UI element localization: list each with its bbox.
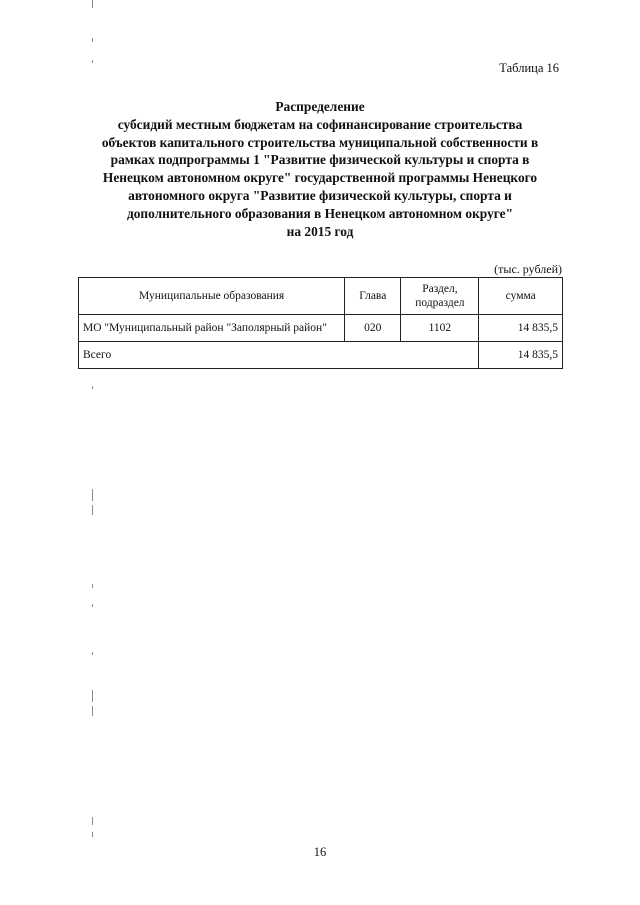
- page-number: 16: [313, 845, 327, 859]
- total-sum: 14 835,5: [479, 342, 563, 369]
- header-chapter: Глава: [345, 278, 401, 315]
- total-label: Всего: [79, 342, 479, 369]
- cell-municipality: МО "Муниципальный район "Заполярный район": [79, 315, 345, 342]
- cell-chapter: 020: [345, 315, 401, 342]
- header-municipality: Муниципальные образования: [79, 278, 345, 315]
- header-section: [401, 278, 479, 315]
- header-sum: сумма: [479, 278, 563, 315]
- table-row: [79, 315, 563, 342]
- cell-sum: 14 835,5: [479, 315, 563, 342]
- table-number: Таблица 16: [499, 61, 559, 75]
- cell-section: 1102: [401, 315, 479, 342]
- title-line: автономного округа "Развитие физической культуры, спорта и: [128, 187, 512, 203]
- title-line: Ненецком автономном округе" государственной программы Ненецкого: [102, 170, 538, 186]
- title-line: субсидий местным бюджетам на софинансирование строительства: [117, 116, 523, 132]
- title-line: дополнительного образования в Ненецком автономном округе": [126, 205, 514, 221]
- subsidy-table: [78, 277, 563, 369]
- title-line: рамках подпрограммы 1 "Развитие физической культуры и спорта в: [110, 152, 530, 168]
- document-title: [70, 98, 570, 240]
- title-line: объектов капитального строительства муниципальной собственности в: [101, 134, 539, 150]
- header-section-line1: Раздел,: [422, 283, 458, 295]
- title-line: на 2015 год: [286, 223, 354, 239]
- header-section-line2: подраздел: [415, 297, 465, 309]
- table-header-row: [79, 278, 563, 315]
- units-note: (тыс. рублей): [494, 262, 562, 276]
- title-line: Распределение: [275, 99, 365, 114]
- total-row: [79, 342, 563, 369]
